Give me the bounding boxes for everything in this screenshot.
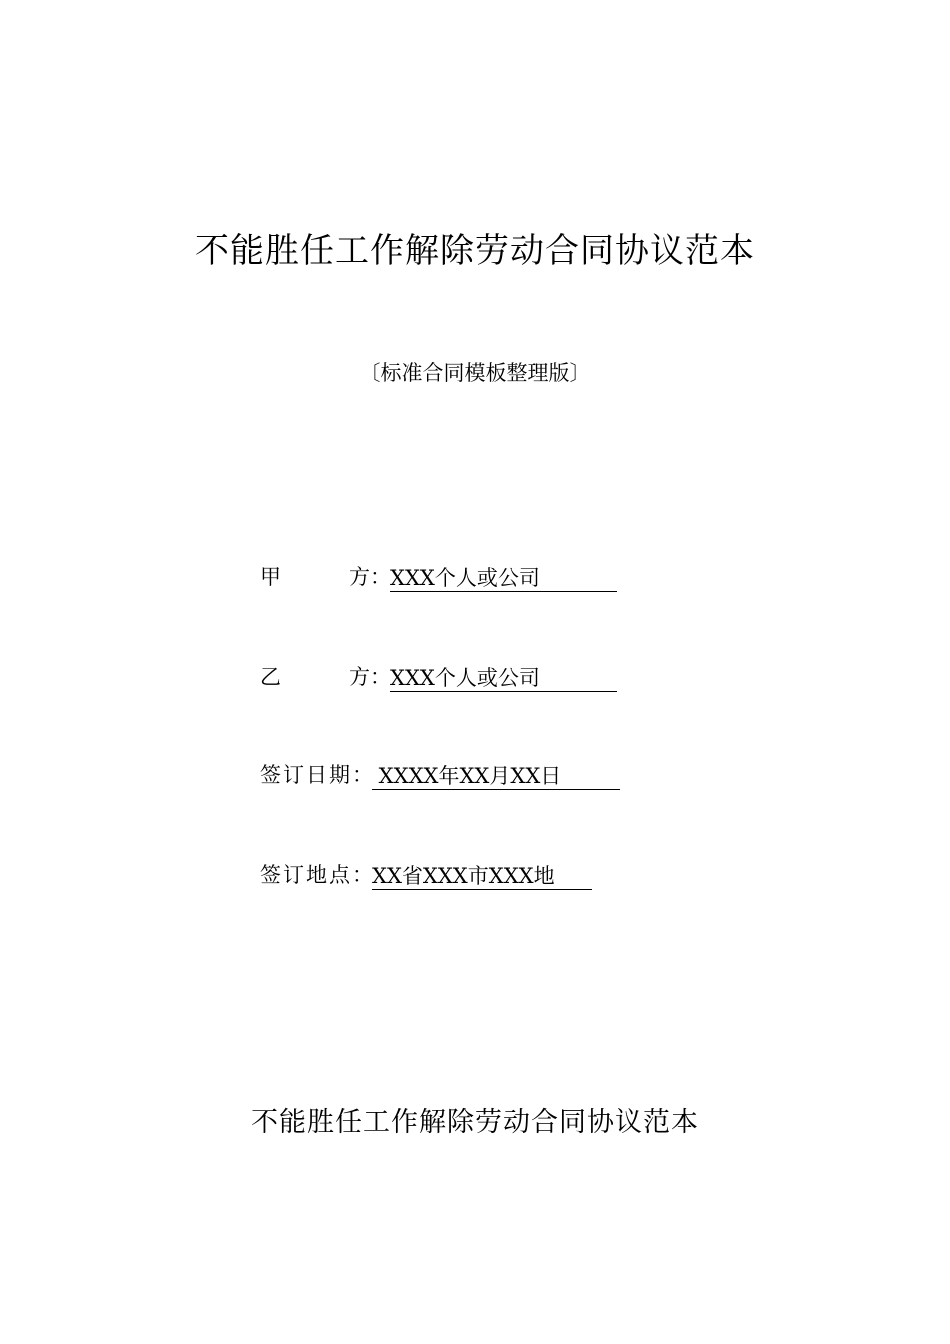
field-sign-date	[260, 756, 620, 790]
footer-title: 不能胜任工作解除劳动合同协议范本	[251, 1107, 699, 1138]
sign-place-colon: ：	[352, 863, 373, 887]
party-a-label-second: 方	[349, 565, 370, 589]
field-party-a	[260, 558, 617, 592]
document-title: 不能胜任工作解除劳动合同协议范本	[195, 231, 755, 271]
party-a-label	[260, 562, 370, 592]
document-subtitle: 〔标准合同模板整理版〕	[359, 361, 591, 385]
sign-date-colon: ：	[352, 763, 373, 787]
party-a-label-first: 甲	[260, 565, 281, 589]
field-sign-place	[260, 856, 592, 890]
party-b-colon: ：	[370, 665, 391, 689]
field-party-b	[260, 658, 617, 692]
sign-place-label: 签订地点	[260, 863, 352, 887]
party-b-value: XXX个人或公司	[390, 665, 617, 692]
party-a-value: XXX个人或公司	[390, 565, 617, 592]
sign-place-value: XX省XXX市XXX地	[372, 863, 592, 890]
party-b-label-first: 乙	[260, 665, 281, 689]
party-b-label	[260, 662, 370, 692]
party-a-colon: ：	[370, 565, 391, 589]
party-b-label-second: 方	[349, 665, 370, 689]
sign-date-value: XXXX年XX月XX日	[372, 763, 620, 790]
sign-date-label: 签订日期	[260, 763, 352, 787]
